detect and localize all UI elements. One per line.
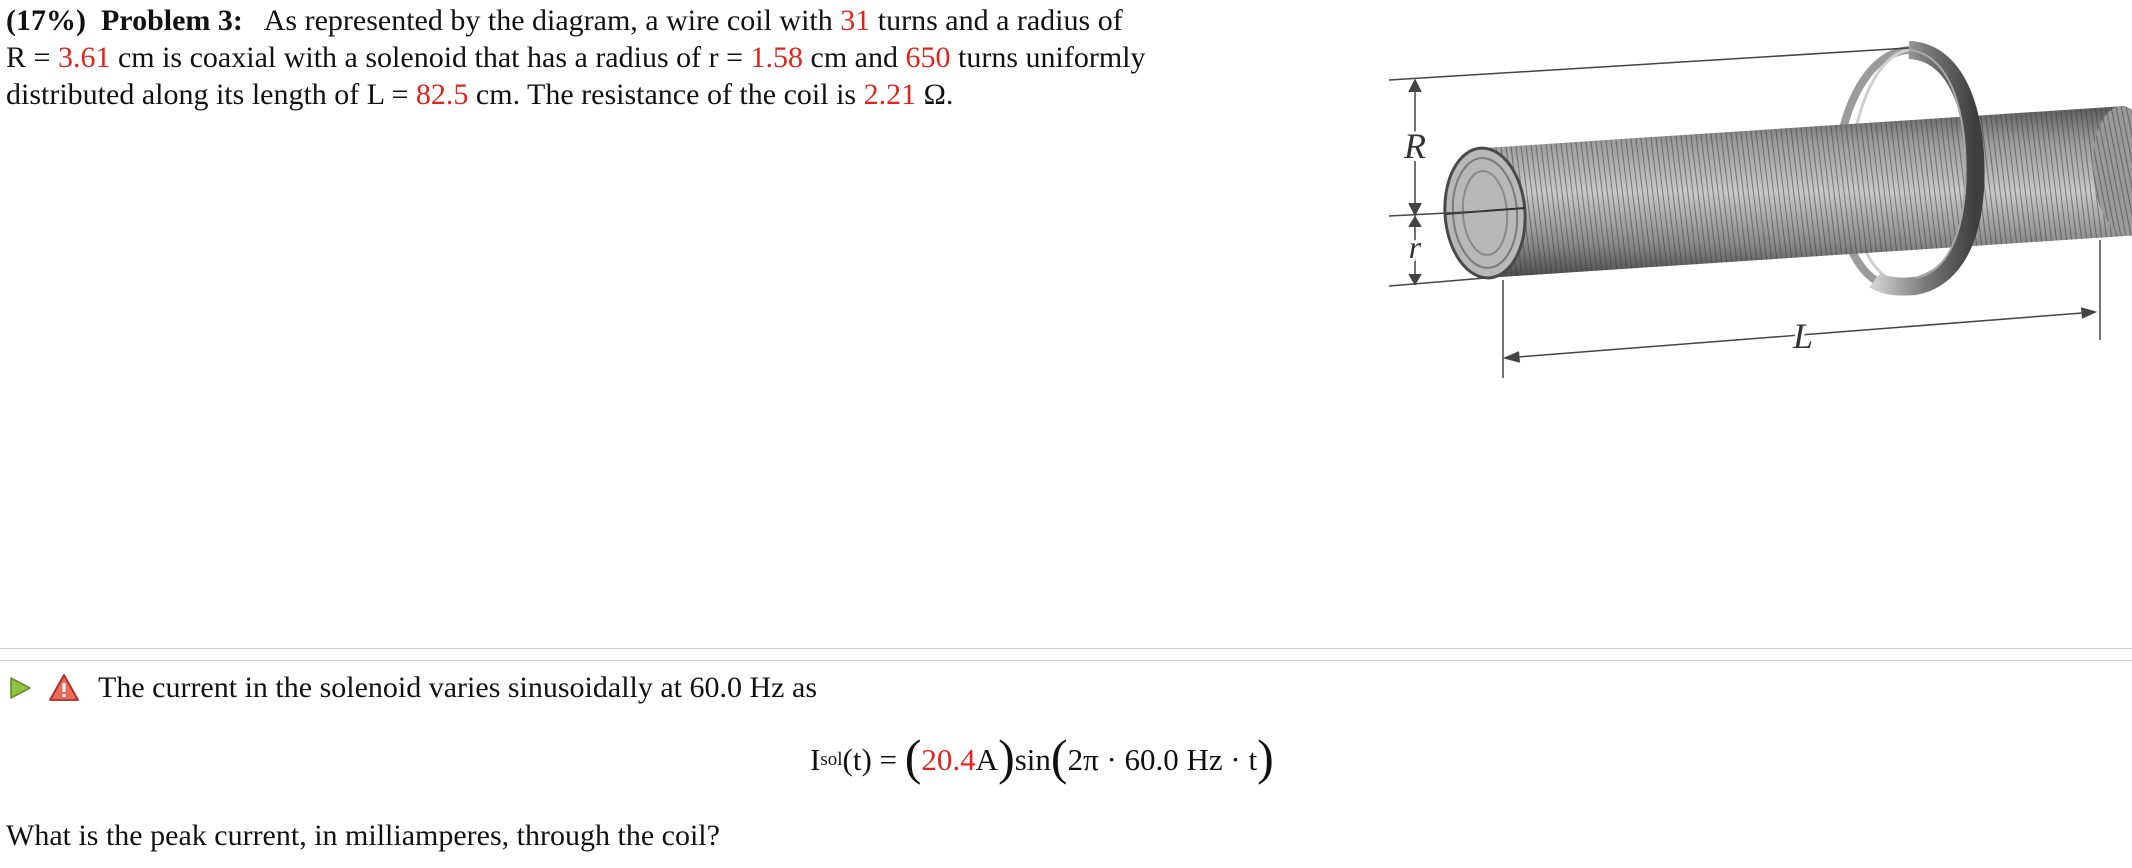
statement-text-6: turns uniformly	[950, 41, 1146, 74]
current-equation	[810, 730, 1274, 790]
solenoid-radius-value: 1.58	[750, 41, 804, 74]
eq-close-paren: )	[998, 729, 1015, 785]
eq-arg-open-paren: (	[1050, 729, 1068, 785]
section-divider	[0, 648, 2132, 649]
label-r: r	[1408, 229, 1422, 265]
coil-turns-value: 31	[840, 4, 871, 37]
part-statement: The current in the solenoid varies sinusoidally at 60.0 Hz as	[98, 671, 817, 704]
statement-text-3: R =	[6, 41, 58, 74]
problem-weight: (17%)	[6, 4, 86, 37]
statement-text-2: turns and a radius of	[870, 4, 1123, 37]
problem-label: Problem 3:	[100, 4, 243, 37]
warning-icon	[48, 673, 80, 703]
label-R: R	[1404, 126, 1426, 166]
eq-open-paren: (	[904, 729, 922, 785]
eq-lhs-rest: (t) =	[842, 742, 898, 777]
coil-solenoid-diagram	[1375, 40, 2132, 390]
eq-arg-close-paren: )	[1257, 729, 1274, 785]
problem-statement	[6, 2, 1306, 113]
play-arrow-icon[interactable]	[6, 674, 34, 702]
amplitude-unit: A	[975, 742, 999, 777]
solenoid-length-value: 82.5	[415, 78, 469, 111]
coil-radius-value: 3.61	[57, 41, 111, 74]
statement-text-7: distributed along its length of L =	[6, 78, 416, 111]
section-divider	[0, 660, 2132, 661]
solenoid-turns-value: 650	[905, 41, 951, 74]
question-text: What is the peak current, in milliamperes, through the coil?	[6, 819, 720, 852]
statement-text-1: As represented by the diagram, a wire coil with	[263, 4, 841, 37]
solenoid	[1441, 104, 2132, 281]
eq-argument: 2π · 60.0 Hz · t	[1067, 742, 1258, 777]
eq-lhs: I	[810, 742, 821, 777]
part-statement-row	[6, 668, 817, 708]
statement-text-4: cm is coaxial with a solenoid that has a radius of r =	[110, 41, 751, 74]
statement-text-5: cm and	[803, 41, 906, 74]
coil-resistance-value: 2.21	[863, 78, 917, 111]
eq-sin: sin	[1014, 742, 1051, 777]
label-L: L	[1792, 316, 1814, 356]
eq-subscript: sol	[820, 749, 843, 770]
amplitude-value: 20.4	[921, 742, 976, 777]
statement-text-9: Ω.	[916, 78, 954, 111]
statement-text-8: cm. The resistance of the coil is	[468, 78, 864, 111]
